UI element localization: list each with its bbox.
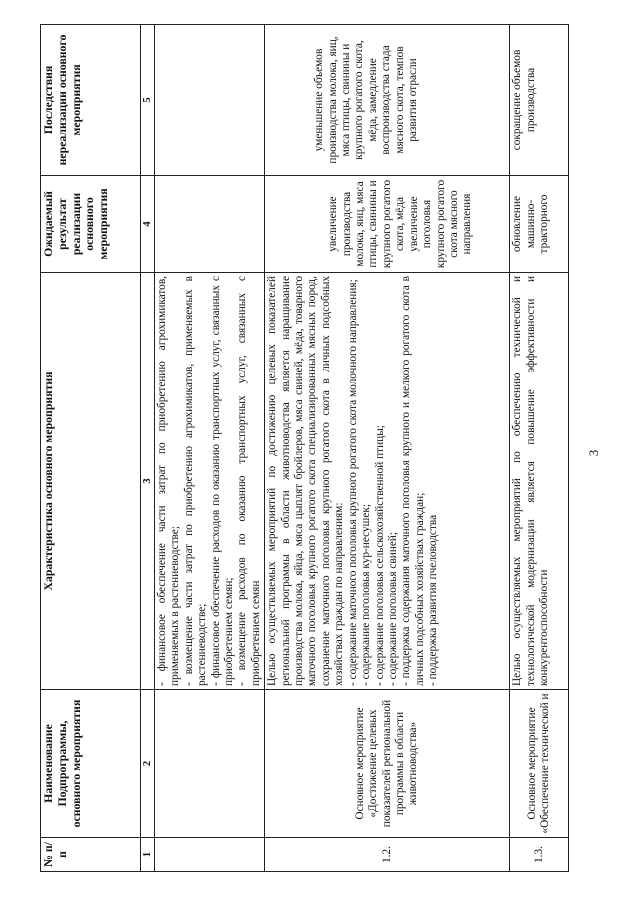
header-cell-num: № п/п — [41, 838, 141, 872]
description-line: Целью осуществляемых мероприятий по достижению целевых показателей региональной программы в области животноводства является наращивание производства молока, яйца, мяса цыплят бройлеров, мяса свиней, мёда, товарного маточного поголовья крупного рогатого скота специализированных мясных пород, сохранение маточного поголовья крупного рогатого скота в личных подсобных хозяйствах граждан по направлениям: — [266, 276, 346, 686]
header-cell-consequence: Последствия нереализации основного мероприятия — [41, 25, 141, 176]
column-number-row — [141, 25, 155, 872]
row-number: 1.2. — [265, 838, 510, 872]
header-cell-result: Ожидаемый результат реализации основного мероприятия — [41, 176, 141, 273]
header-row — [41, 25, 141, 872]
header-cell-description: Характеристика основного мероприятия — [41, 273, 141, 690]
table-row — [265, 25, 510, 872]
page-number: 3 — [586, 449, 601, 457]
measure-name — [155, 690, 265, 838]
description-line: - возмещение части затрат по приобретению агрохимикатов, применяемых в растениеводстве; — [182, 276, 209, 686]
expected-result: увеличение производства молока, яиц, мяса птицы, свинины и крупного рогатого скота, мёда увеличение поголовья крупного рогатого скота мясного направления — [265, 176, 510, 273]
table-row — [510, 25, 569, 872]
description-line: - поддержка развития пчеловодства — [427, 514, 440, 686]
measure-description — [155, 273, 265, 690]
non-implementation-consequence — [155, 25, 265, 176]
description-line: - содержание поголовья сельскохозяйственной птицы; — [373, 425, 386, 686]
measure-description — [265, 273, 510, 690]
description-line: - содержание поголовья кур-несушек; — [360, 503, 373, 686]
header-cell-name: Наименование Подпрограммы, основного мероприятия — [41, 690, 141, 838]
description-line: - возмещение расходов по оказанию транспортных услуг, связанных с приобретением семян — [236, 276, 262, 686]
description-line: - содержание маточного поголовья крупного рогатого скота молочного направления; — [346, 279, 359, 686]
column-number: 1 — [141, 838, 155, 872]
description-line: - содержание поголовья свиней; — [386, 531, 399, 686]
non-implementation-consequence: сокращение объемов производства — [510, 25, 569, 176]
description-line: - финансовое обеспечение расходов по оказанию транспортных услуг, связанных с приобретением семян; — [209, 276, 236, 686]
description-line: Целью осуществляемых мероприятий по обеспечению технической и технологической модернизации является повышение эффективности и конкурентоспособности — [511, 276, 551, 686]
row-number: 1.3. — [510, 838, 569, 872]
column-number: 3 — [141, 273, 155, 690]
measure-description — [510, 273, 569, 690]
measure-name: Основное мероприятие «Обеспечение технической и — [510, 690, 569, 838]
description-line: - финансовое обеспечение части затрат по приобретению агрохимикатов, применяемых в растениеводстве; — [156, 276, 182, 686]
non-implementation-consequence: уменьшение объемов производства молока, яиц, мяса птицы, свинины и крупного рогатого скота, мёда, замедление воспроизводства стада мясного скота, темпов развития отрасли — [265, 25, 510, 176]
table-row — [155, 25, 265, 872]
expected-result — [155, 176, 265, 273]
measure-name: Основное мероприятие «Достижение целевых показателей региональной программы в области животноводства» — [265, 690, 510, 838]
row-number — [155, 838, 265, 872]
expected-result: обновление машинно-тракторного — [510, 176, 569, 273]
column-number: 4 — [141, 176, 155, 273]
column-number: 2 — [141, 690, 155, 838]
column-number: 5 — [141, 25, 155, 176]
description-line: - поддержка содержания маточного поголовья крупного и мелкого рогатого скота в личных подсобных хозяйствах граждан; — [400, 276, 426, 686]
measures-table — [40, 24, 569, 872]
